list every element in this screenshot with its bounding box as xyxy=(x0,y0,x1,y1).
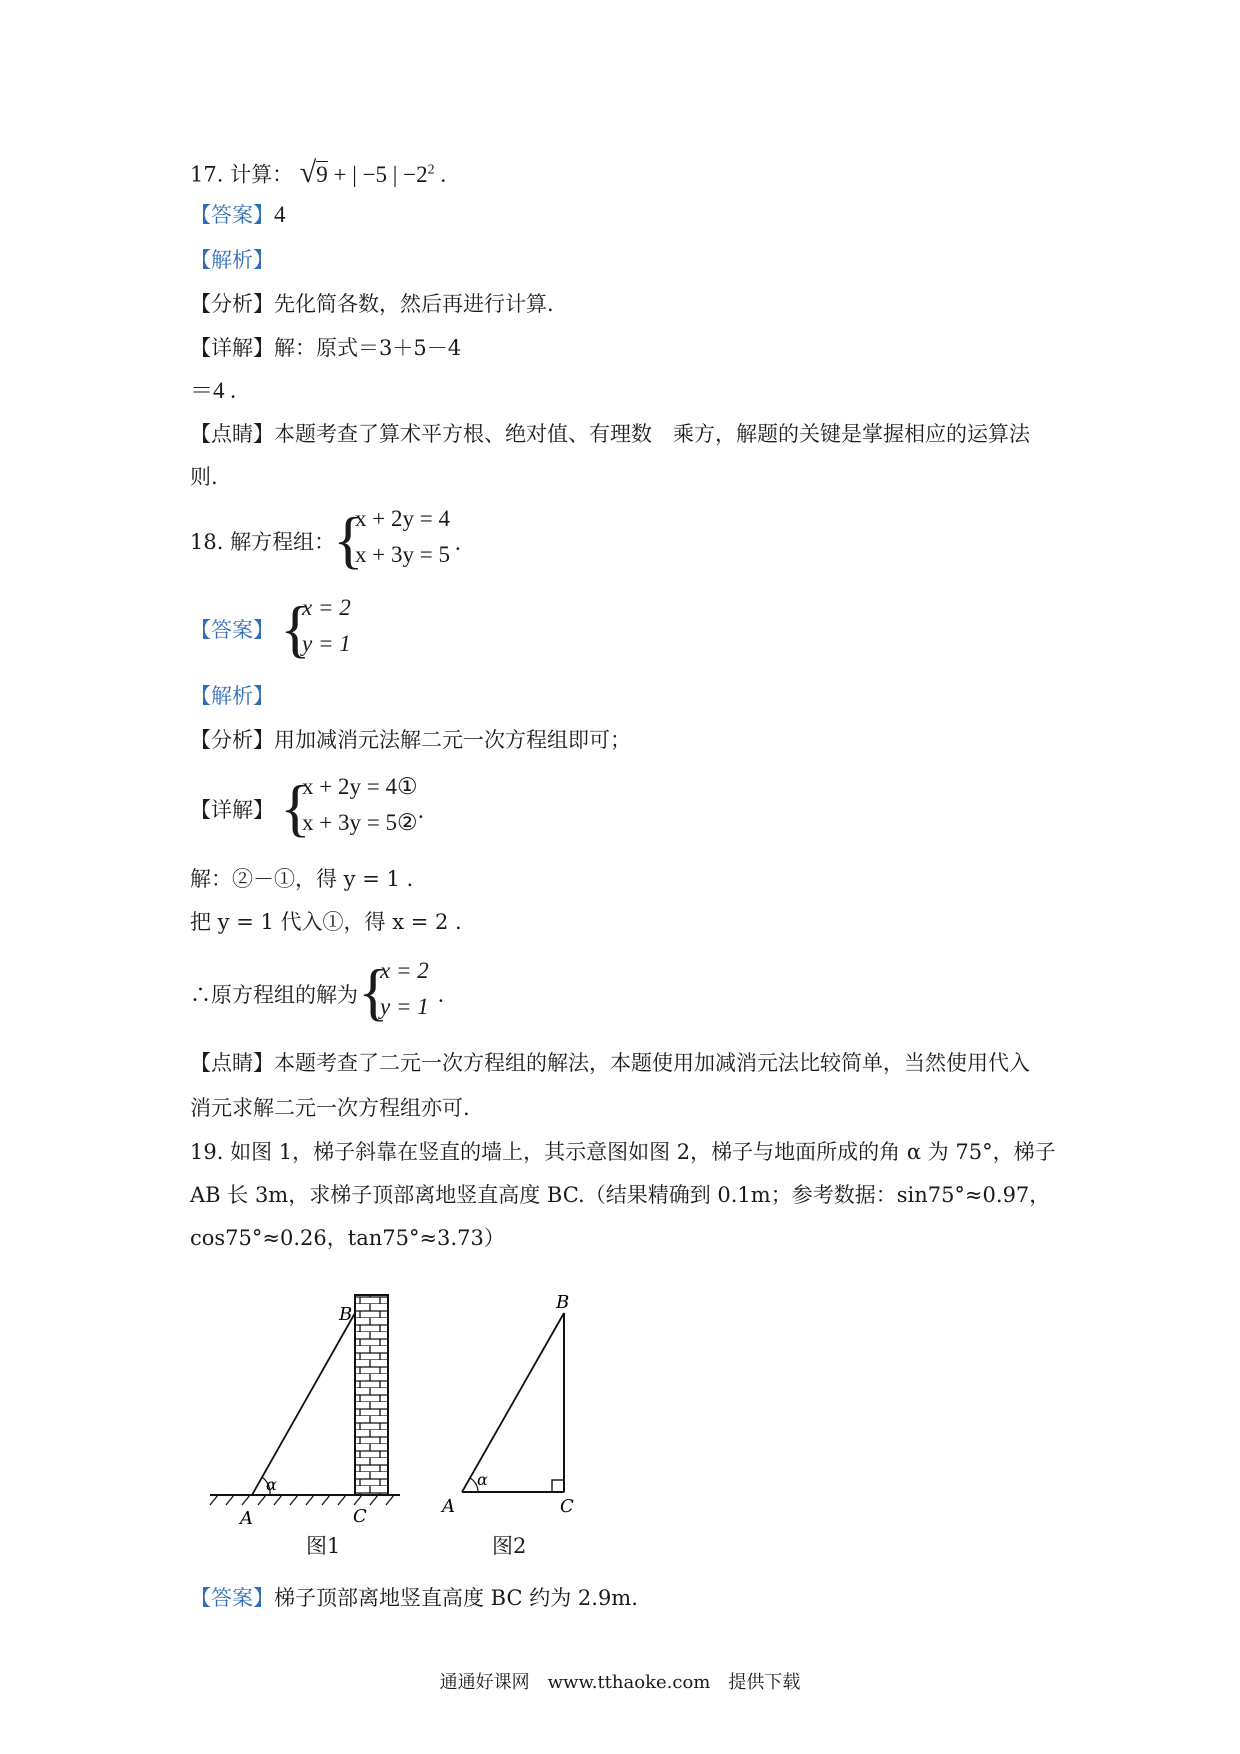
q18-fenxi-line xyxy=(190,725,631,755)
q17-fenxi: 先化简各数，然后再进行计算. xyxy=(274,292,554,316)
q18-detail-eq1: x + 2y = 4① xyxy=(302,774,418,799)
q17-dianjing-cont: 则. xyxy=(190,465,218,489)
label-b: B xyxy=(339,1304,353,1325)
brace: { xyxy=(333,504,364,575)
q17-period: . xyxy=(440,161,447,187)
brace: { xyxy=(280,593,311,664)
q18-period: . xyxy=(438,982,444,1007)
q18-ans-x: x = 2 xyxy=(302,595,351,620)
q18-conclusion-system xyxy=(358,955,458,1035)
q18-concl-y: y = 1 xyxy=(380,994,429,1019)
footer-credit: 通通好课网 www.tthaoke.com 提供下载 xyxy=(439,1672,801,1693)
answer-tag: 【答案】 xyxy=(190,618,274,642)
label-a: A xyxy=(442,1496,455,1517)
q18-period: . xyxy=(455,530,461,555)
q18-ans-y: y = 1 xyxy=(302,631,351,656)
q18-system xyxy=(333,503,473,583)
figure-2 xyxy=(432,1290,592,1530)
q18-dianjing-cont: 消元求解二元一次方程组亦可. xyxy=(190,1096,470,1120)
side-ab xyxy=(462,1313,564,1492)
q18-dianjing-line xyxy=(190,1048,1030,1078)
ground-hatch xyxy=(210,1495,394,1505)
q18-period: . xyxy=(418,798,424,823)
q18-step1: 解：②－①，得 y = 1 . xyxy=(190,867,414,891)
fenxi-tag: 【分析】 xyxy=(190,292,274,316)
q18-eq2: x + 3y = 5 xyxy=(355,542,450,567)
label-c: C xyxy=(560,1496,574,1517)
q17-xiangjie: 解：原式＝3＋5－4 xyxy=(274,336,462,360)
q17-dianjing-line xyxy=(190,419,1030,449)
brace: { xyxy=(358,956,389,1027)
figure-1 xyxy=(200,1290,420,1530)
q19-stem-line1: 19. 如图 1，梯子斜靠在竖直的墙上，其示意图如图 2，梯子与地面所成的角 α 为 75°，梯子 xyxy=(190,1140,1056,1164)
q17-expression xyxy=(299,155,447,189)
q18-number: 18. xyxy=(190,530,224,554)
q17-label: 计算： xyxy=(230,162,294,187)
figure-1-caption: 图1 xyxy=(306,1534,341,1558)
fenxi-tag: 【分析】 xyxy=(190,728,274,752)
label-alpha: α xyxy=(266,1475,277,1494)
brace: { xyxy=(280,772,311,843)
answer-tag: 【答案】 xyxy=(190,203,274,227)
q18-fenxi: 用加减消元法解二元一次方程组即可； xyxy=(274,728,631,752)
q17-xiangjie-line xyxy=(190,333,461,363)
label-alpha: α xyxy=(477,1470,488,1489)
label-a: A xyxy=(240,1508,253,1529)
q18-dianjing: 本题考查了二元一次方程组的解法，本题使用加减消元法比较简单，当然使用代入 xyxy=(274,1051,1030,1075)
q17-answer: 4 xyxy=(274,202,286,227)
q17-exponent: 2 xyxy=(427,162,435,177)
q17-number: 17. xyxy=(190,162,224,187)
xiangjie-tag: 【详解】 xyxy=(190,336,274,360)
right-angle-mark xyxy=(552,1480,564,1492)
q18-label: 解方程组： xyxy=(230,530,336,554)
q18-conclusion: ∴原方程组的解为 xyxy=(190,983,358,1007)
q19-answer: 梯子顶部离地竖直高度 BC 约为 2.9m. xyxy=(274,1586,638,1610)
radical-sign: √ xyxy=(299,155,317,189)
q19-stem-line2: AB 长 3m，求梯子顶部离地竖直高度 BC.（结果精确到 0.1m；参考数据：sin75°≈0.97， xyxy=(190,1183,1051,1207)
analysis-tag: 【解析】 xyxy=(190,248,274,272)
q18-eq1: x + 2y = 4 xyxy=(355,506,450,531)
q17-stem xyxy=(190,155,446,190)
q18-detail-eq2: x + 3y = 5② xyxy=(302,810,418,835)
q18-concl-x: x = 2 xyxy=(380,958,429,983)
analysis-tag: 【解析】 xyxy=(190,684,274,708)
q18-detail-system xyxy=(280,771,440,851)
dianjing-tag: 【点睛】 xyxy=(190,422,274,446)
label-c: C xyxy=(353,1506,367,1527)
xiangjie-tag: 【详解】 xyxy=(190,798,274,822)
q17-answer-line xyxy=(190,200,286,230)
figure-2-caption: 图2 xyxy=(492,1534,527,1558)
q19-stem-line3: cos75°≈0.26，tan75°≈3.73） xyxy=(190,1226,505,1250)
ladder-line xyxy=(252,1313,355,1495)
q17-radicand: 9 xyxy=(316,161,328,187)
answer-tag: 【答案】 xyxy=(190,1586,274,1610)
q17-dianjing: 本题考查了算术平方根、绝对值、有理数 乘方，解题的关键是掌握相应的运算法 xyxy=(274,422,1030,446)
q18-stem xyxy=(190,527,335,557)
brick-wall xyxy=(355,1295,388,1495)
label-b: B xyxy=(556,1292,570,1313)
q17-result: ＝4 . xyxy=(190,378,236,403)
q17-fenxi-line xyxy=(190,289,554,319)
q19-answer-line xyxy=(190,1583,638,1613)
q18-xiangjie-line xyxy=(190,795,274,825)
q18-step2: 把 y = 1 代入①，得 x = 2 . xyxy=(190,910,462,934)
q18-answer-system xyxy=(280,592,370,672)
q18-answer-line xyxy=(190,615,274,645)
dianjing-tag: 【点睛】 xyxy=(190,1051,274,1075)
q17-expr-rest: + | −5 | −2 xyxy=(333,161,428,187)
